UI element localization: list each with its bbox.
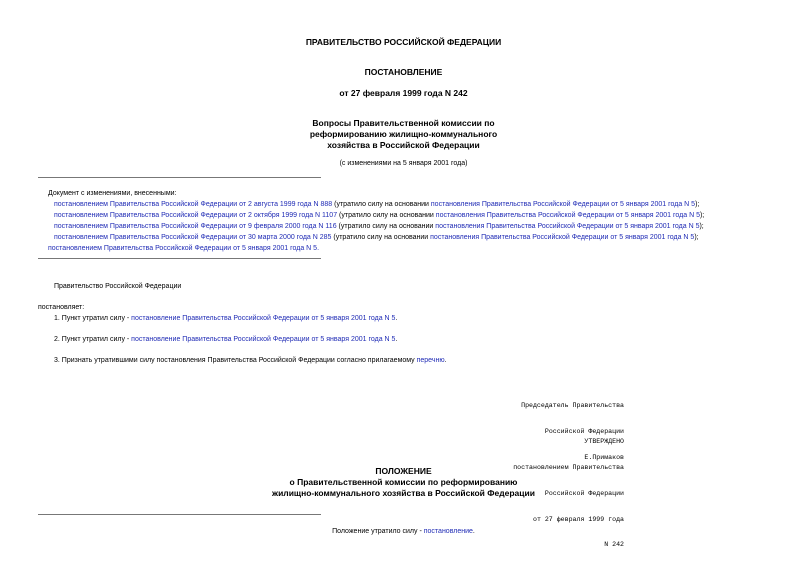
signature-line: Председатель Правительства	[521, 402, 624, 410]
paragraph-link[interactable]: постановление Правительства Российской Федерации от 5 января 2001 года N 5	[131, 315, 396, 322]
amendment-end: );	[699, 223, 704, 230]
paragraph-end: .	[444, 357, 447, 364]
amendment-note: (утратило силу на основании	[332, 201, 431, 208]
paragraph-end: .	[395, 315, 398, 322]
amendment-end: );	[699, 212, 705, 219]
amendment-item-last	[48, 243, 319, 255]
title-line: Вопросы Правительственной комиссии по	[312, 118, 495, 128]
void-end: .	[472, 528, 475, 535]
approval-line: N 242	[604, 541, 624, 549]
subtitle-line: о Правительственной комиссии по реформированию	[289, 477, 518, 487]
repeal-link[interactable]: постановления Правительства Российской Федерации от 5 января 2001 года N 5	[435, 223, 700, 230]
repeal-link[interactable]: постановления Правительства Российской Федерации от 5 января 2001 года N 5	[435, 212, 700, 219]
amendment-end: );	[694, 234, 699, 241]
divider	[38, 258, 321, 259]
paragraph-link[interactable]: перечню	[416, 357, 445, 364]
amendment-item	[54, 210, 704, 222]
title-line: хозяйства в Российской Федерации	[327, 140, 480, 150]
regulation-void-line	[0, 526, 807, 538]
changes-note: (с изменениями на 5 января 2001 года)	[339, 160, 468, 167]
subtitle-line: жилищно-коммунального хозяйства в Российской Федерации	[272, 488, 535, 498]
amendment-link[interactable]: постановлением Правительства Российской Федерации от 5 января 2001 года N 5.	[48, 245, 320, 252]
amendment-link[interactable]: постановлением Правительства Российской Федерации от 30 марта 2000 года N 285	[54, 234, 332, 241]
amendment-item	[54, 221, 704, 233]
document-date: от 27 февраля 1999 года N 242	[339, 88, 468, 98]
amendment-note: (утратило силу на основании	[331, 234, 431, 241]
amendment-note: (утратило силу на основании	[336, 223, 436, 230]
paragraph-text: 2. Пункт утратил силу -	[54, 336, 132, 343]
decrees-word: постановляет:	[38, 304, 85, 311]
signature-line: Российской Федерации	[544, 427, 624, 435]
title-line: реформированию жилищно-коммунального	[309, 129, 498, 139]
paragraph-text: 3. Признать утратившими силу постановления Правительства Российской Федерации согласно прилагаемому	[54, 357, 417, 364]
amendment-link[interactable]: постановлением Правительства Российской Федерации от 2 октября 1999 года N 1107	[54, 212, 338, 219]
divider	[38, 177, 321, 178]
void-text: Положение утратило силу -	[332, 528, 424, 535]
amendment-end: );	[695, 201, 700, 208]
approval-line: от 27 февраля 1999 года	[532, 515, 624, 523]
regulation-title: ПОЛОЖЕНИЕ	[375, 466, 432, 476]
signature-line: Е.Примаков	[584, 453, 624, 461]
paragraph-2	[54, 334, 397, 346]
paragraph-1	[54, 313, 397, 325]
document-title	[0, 118, 807, 151]
regulation-subtitle	[0, 477, 807, 499]
amendment-item	[54, 232, 699, 244]
approval-line: УТВЕРЖДЕНО	[584, 438, 624, 446]
amendment-link[interactable]: постановлением Правительства Российской Федерации от 9 февраля 2000 года N 116	[54, 223, 337, 230]
paragraph-text: 1. Пункт утратил силу -	[54, 315, 132, 322]
document-type: ПОСТАНОВЛЕНИЕ	[364, 67, 443, 77]
government-heading: ПРАВИТЕЛЬСТВО РОССИЙСКОЙ ФЕДЕРАЦИИ	[305, 37, 502, 47]
paragraph-link[interactable]: постановление Правительства Российской Федерации от 5 января 2001 года N 5	[131, 336, 396, 343]
amendment-note: (утратило силу на основании	[337, 212, 436, 219]
paragraph-3	[54, 355, 447, 367]
amendment-link[interactable]: постановлением Правительства Российской Федерации от 2 августа 1999 года N 888	[54, 201, 333, 208]
government-line: Правительство Российской Федерации	[54, 283, 182, 290]
approval-line: Российской Федерации	[544, 489, 624, 497]
repeal-link[interactable]: постановления Правительства Российской Федерации от 5 января 2001 года N 5	[430, 234, 695, 241]
amendments-intro: Документ с изменениями, внесенными:	[48, 190, 177, 197]
approval-line: постановлением Правительства	[513, 463, 624, 471]
paragraph-end: .	[395, 336, 398, 343]
repeal-link[interactable]: постановления Правительства Российской Федерации от 5 января 2001 года N 5	[430, 201, 696, 208]
void-link[interactable]: постановление	[423, 528, 473, 535]
divider	[38, 514, 321, 515]
amendment-item	[54, 199, 699, 211]
